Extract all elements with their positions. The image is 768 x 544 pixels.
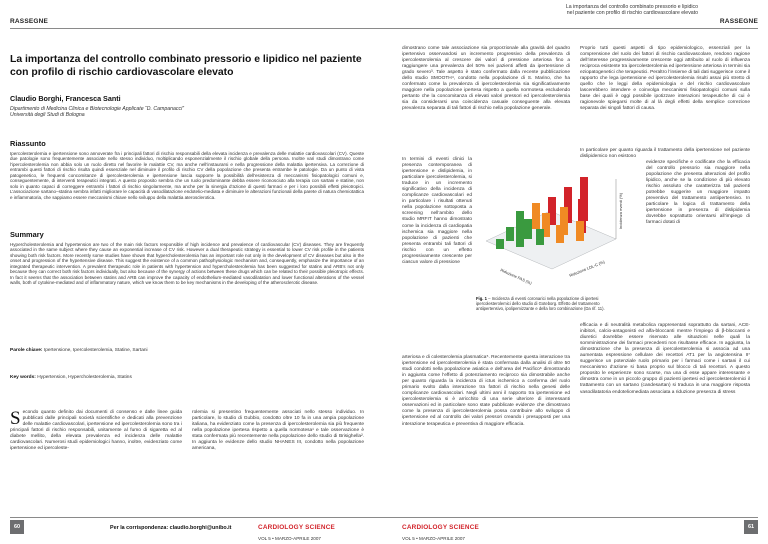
chart-z-label: Incidenza eventi (%) [618, 192, 623, 230]
article-title: La importanza del controllo combinato pressorio e lipidico nel paziente con profilo di rischio cardiovascolare elevato [10, 54, 362, 78]
keywords-it-label: Parole chiave: [10, 348, 43, 353]
right-col1-top: dimostrano come tale associazione sia proporzionale alla gravità del quadro ipertensivo osservandosi un incremento progressivo della prevalenza di ipercolesterolemia al crescere dei valori di pressione arteriosa fino a raggiungere una prevalenza del 50% nei pazienti affetti da ipertensione di grado severo³. Tale aspetto è stato confermato dalla recente pubblicazione dello studio SMOOTH⁴, condotto nella popolazione di S. Marino, che ha confermato come la prevalenza di ipercolesterolemia sia significativamente maggiore nella popolazione ipertesa rispetto a quella normotesa escludendo pertanto che la concomitanza di elevati valori pressori ed ipercolesterolemia sia da considerarsi una coincidenza casuale conseguente alla elevata prevalenza separata di tali fattori di rischio nella popolazione generale. [402, 46, 570, 112]
issue-info: VOL 5 • MARZO-APRILE 2007 [258, 536, 321, 541]
keywords-en-label: Key words: [10, 375, 36, 380]
keywords-en-value: Hypertension, Hypercholesterolemia, Statins [37, 375, 132, 380]
body-column-1 [10, 410, 182, 452]
running-title [566, 4, 698, 16]
page-number: 61 [744, 520, 758, 534]
riassunto-text: Ipercolesterolemia e ipertensione sono annoverate fra i principali fattori di rischio responsabili della elevata incidenza e prevalenza delle malattie cardiovascolari (CV). Queste due patologie sono frequentemente associate nello stesso individuo, moltiplicando esponenzialmente il rischio globale della persona. Inoltre vari studi dimostrano come l’ipercolesterolemia non abbia solo un ruolo diretto nel favorire le malattie CV, ma anche nell’instaurarsi e nella progressione della malattia ipertensiva. La correzione di entrambi questi fattori di rischio risulta quindi essenziale nel diminuire il profilo di rischio CV della popolazione che presenta entrambe le patologie. Da un punto di vista patogenetico, le frequenti concomitanze di ipercolesterolemia e ipertensione lascia supporre la possibilità dell’esistenza di meccanismi fisiopatologici comuni e, conseguentemente, di interventi terapeutici integrati. A questo proposito sembra che un ruolo predominante debba essere riconosciuto alla terapia con sartani e statine, non solo in quanto capaci di correggere entrambi i fattori di rischio singolarmente, ma anche per la sinergia d’azione di questi farmaci e per i loro possibili effetti pleiotropici. L’associazione sartano–statina sembra infatti migliorare le capacità di vasodilatazione endotelio-mediata e diminuire le alterazioni funzionali della parete di natura chemiotattica e infiammatoria, che sappiamo essere meccanismi chiave nello sviluppo della malattia aterosclerotica. [10, 151, 364, 200]
footer-rule [384, 517, 758, 518]
header-rule [10, 28, 384, 29]
right-page [384, 0, 768, 544]
bar [506, 227, 514, 241]
section-tag: RASSEGNE [10, 18, 49, 25]
figure-caption-text: – Incidenza di eventi coronarici nella popolazione di ipertesi ipercolesterolemici dello studio di Goteborg. Effetto del trattamento antiipertensivo, ipolipemizzante e della loro combinazione (Da rif. 11). [476, 296, 605, 312]
figure-3d-bar-chart [476, 167, 628, 287]
summary-heading: Summary [10, 230, 44, 239]
issue-info: VOL 5 • MARZO-APRILE 2007 [402, 536, 465, 541]
figure-caption-label: Fig. 1 [476, 296, 487, 301]
section-tag: RASSEGNE [719, 18, 758, 25]
body-column-1-text: econdo quanto definito dai documenti di consenso e dalle linee guida pubblicati dalle principali società scientifiche e dedicati alla prevenzione delle malattie cardiovascolari, ipertensione ed ipercolesterolemia sono tra i principali fattori di rischio responsabili, unitamente al fumo di sigaretta ed al diabete mellito, della elevata prevalenza ed incidenza delle malattie cardiovascolari. Numerosi studi epidemiologici hanno, inoltre, evidenziato come ipertensione ed ipercoleste- [10, 410, 182, 452]
bar [532, 203, 540, 229]
summary-text: Hypercholesterolemia and hypertension are two of the main risk factors responsible of high incidence and prevalence of cardiovascular (CV) diseases. They are frequently associated in the same subject where they cause an exponential increase of CV risk. However a dual therapeutic strategy is essential to lower CV risk profile in the patients showing both risk factors. More recently some studies have shown that hypercholesterolemia has an important role not only in the development of CV diseases but also in the onset and progression of the hypertensive disease. This suggest the existence of a common pathophysiologic mechanism and, consequently, emphasize the importance of an integrated therapeutic intervention. A prevalent therapeutic role in patients with hypertension and hypercholesterolemia has been suggested for statins and ARB’s not only because they can correct both risk factors individually, but also because of the synergy of actions between these drugs which can be related to their possible pleiotropic effects. In fact it seems that the association between statins and ARB can improve the capacity of endothelium-mediated vasodilatation and lower functional alterations of the vessel walls, both of cytokine-mediated and of inflammatory nature, which we know them to be key mechanisms in the developing of the atherosclerotic disease. [10, 242, 364, 286]
bar [496, 239, 504, 249]
affiliation-line: Dipartimento di Medicina Clinica e Biotecnologie Applicate “D. Campanacci” [10, 106, 184, 112]
right-col2-bottom: efficacia e di neutralità metabolica rappresentati soprattutto da sartani, ACE-inibitori, calcio-antagonisti ed alfa-bloccanti mentre l’impiego di β-bloccanti e diuretici dovrebbe essere riservato alle situazioni nelle quali la somministrazione dei farmaci precedenti non risultasse efficace. In aggiunta, la dimostrazione che la presenza di ipercolesterolemia si associa ad una aumentata espressione cellulare dei recettori AT1 per la angiotensina II⁷ suggerisce un potenziale ruolo primario per i farmaci come i sartani il cui meccanismo d’azione si basa proprio sul blocco di tali recettori. A questo proposito le esperienze sono scarse, ma una di esse appare interessante e dimostra come in un piccolo gruppo di pazienti ipertesi ed ipercolesterolemici il trattamento con un sartano (candesartan) si traduca in una maggiore risposta vasodilatatoria endoteliomediata associata a riduzione presenza di stress [580, 323, 750, 395]
body-column-2: rolemia si presentino frequentemente associati nello stesso individuo. In particolare, lo studio di Gubbio, condotto oltre 10 fa in una ampia popolazione italiana, ha evidenziato come la presenza di ipercolesterolemia sia più frequente nella popolazione ipertesa rispetto a quella normotesa¹ e tale osservazione è stata confermata più recentemente nella popolazione dello studio di Brisighella². In aggiunta le evidenze dello studio NHANES III, condotto nella popolazione americana, [192, 410, 364, 452]
bar [516, 211, 524, 233]
chart-y-label: Riduzione LDL-C (%) [568, 259, 606, 278]
right-footer [384, 512, 768, 544]
correspondence: Per la corrispondenza: claudio.borghi@unibo.it [110, 525, 232, 531]
bar [516, 233, 524, 247]
drop-cap: S [10, 408, 21, 429]
running-title-line: La importanza del controllo combinato pressorio e lipidico [565, 4, 698, 10]
bar [576, 221, 584, 241]
figure-caption [476, 296, 626, 311]
header-rule [384, 28, 758, 29]
right-col1-mid: In termini di eventi clinici la presenza contemporanea di ipertensione e dislipidemia, in particolare ipercolesterolemia, si traduce in un incremento significativo della incidenza di complicanze cardiovascolari ed in particolare i risultati ottenuti nella popolazione sottoposta a screening nell’ambito dello studio MRFIT hanno dimostrato come la incidenza di cardiopatia ischemica sia maggiore nella popolazione di pazienti che presenta entrambi tali fattori di rischio con un effetto progressivamente crescente per ciascun valore di pressione [402, 157, 472, 265]
bar [556, 225, 564, 243]
affiliation [10, 106, 310, 119]
bar [524, 219, 532, 239]
journal-name: CARDIOLOGY SCIENCE [258, 524, 335, 531]
affiliation-line: Università degli Studi di Bologna [10, 112, 85, 119]
authors: Claudio Borghi, Francesca Santi [10, 94, 121, 103]
footer-rule [10, 517, 384, 518]
left-footer [0, 512, 384, 544]
keywords-it-value: Ipertensione, Ipercolesterolemia, Statine, Sartani [43, 348, 148, 353]
keywords-it [10, 348, 364, 354]
bar [536, 229, 544, 245]
right-col2-mid-lead: In particolare per quanto riguarda il trattamento della ipertensione nel paziente dislipidemico non esistono [580, 148, 750, 160]
right-col2-mid-narrow: evidenze specifiche e codificate che la efficacia del controllo pressorio sia maggiore nella popolazione che presenta alterazioni del profilo lipidico, anche se la condizione di più elevato rischio assoluto che caratterizza tali pazienti potrebbe suggerire un maggiore impatto preventivo del trattamento antiipertensivo. In particolare la logica di trattamento della ipertensione in presenza di dislipidemia dovrebbe soprattutto orientarsi all’impiego di farmaci dotati di [646, 160, 750, 226]
chart-x-label: Riduzione PAS (%) [499, 267, 533, 286]
right-col1-bottom: arteriosa e di colesterolemia plasmatica⁵. Recentemente questa interazione tra ipertensione ed ipercolesterolemia è stata confermata dalla analisi di oltre 50 studi condotti nella popolazione asiatica e dell’area del Pacifico⁶ dimostrando in aggiunta come l’effetto di potenziamento reciproco sia dimostrabile anche per quanto riguarda la incidenza di ictus ischemico a conferma del ruolo primario svolto dalla interazione tra fattori di rischio nella genesi delle complicanze cardiovascolari. Negli ultimi anni il rapporto tra ipertensione ed ipercolesterolemia si è arricchito di una serie ulteriore di interessanti osservazioni ed in particolare sono state pubblicate evidenze che dimostrano come la presenza di ipercolesterolemia possa contribuire allo sviluppo di ipertensione ed al controllo dei valori pressori creando i presupposti per una interazione terapeutica e preventiva di maggiore efficacia. [402, 355, 570, 427]
riassunto-heading: Riassunto [10, 139, 46, 148]
right-col2-top: Proprio tutti questi aspetti di tipo epidemiologico, essenziali per la comprensione del ruolo dei fattori di rischio cardiovascolare, rendono ragione dell’interesse progressivamente crescente oggi attribuito al ruolo di influenza reciproca esistente tra ipercolesterolemia ed ipertensione arteriosa in termini sia eziopatogenetici che terapeutici. Peraltro l’insieme di tali dati suggerisce come il rapporto che lega ipertensione ed ipercolesterolemia risulti assai più stretto di quello che le leggi della epidemiologia e del rischio cardiovascolare lascerebbero intendere e coinvolga meccanismi fisiopatologici comuni sulla base dei quali è oggi possibile ipotizzare interazioni terapeutiche di cui è ragionevole spiegarsi molte di al là degli effetti della semplice correzione separata dei singoli fattori di causa. [580, 46, 750, 112]
page-number: 60 [10, 520, 24, 534]
running-title-line: nel paziente con profilo di rischio cardiovascolare elevato [566, 10, 698, 16]
keywords-en [10, 375, 364, 381]
journal-name: CARDIOLOGY SCIENCE [402, 524, 479, 531]
